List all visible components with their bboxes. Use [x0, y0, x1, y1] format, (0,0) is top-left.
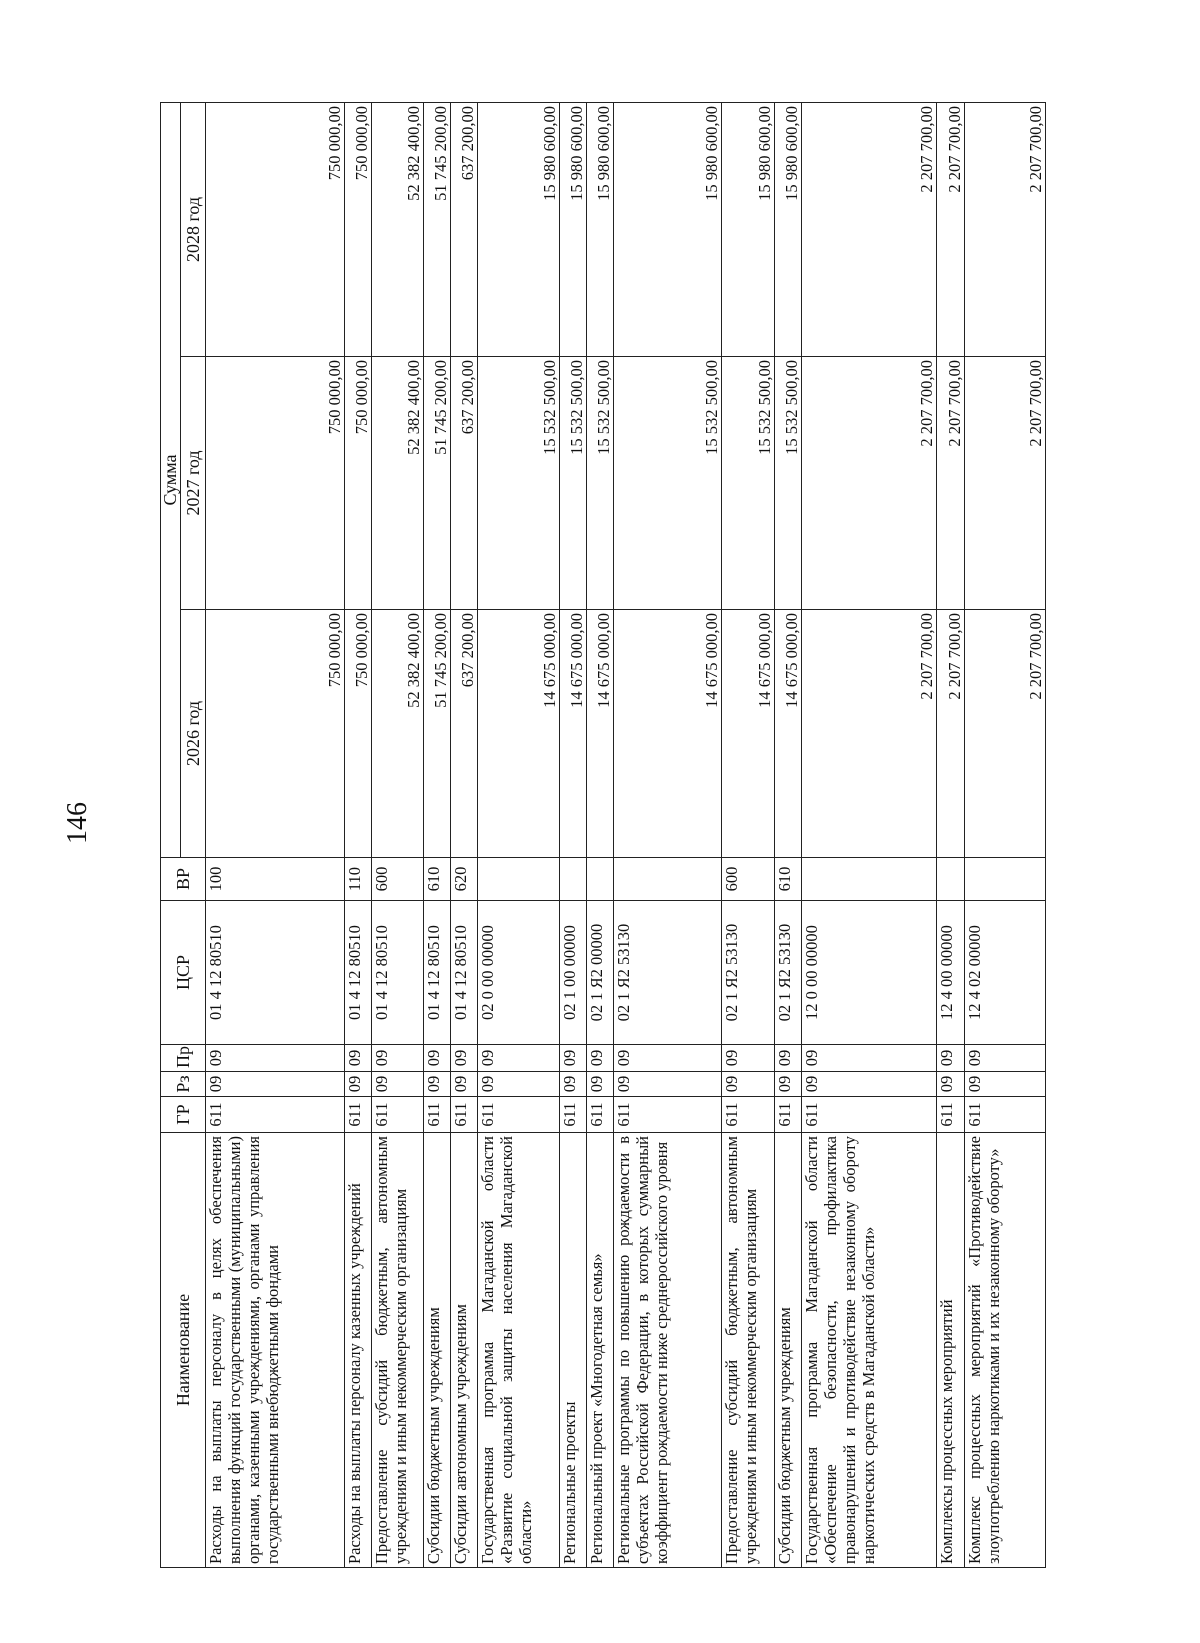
- row-gr: 611: [722, 1097, 774, 1133]
- row-sum-2028: 15 980 600,00: [559, 102, 586, 356]
- row-vr: 100: [206, 858, 345, 901]
- header-rz: Рз: [161, 1072, 206, 1097]
- row-vr: [964, 858, 1045, 901]
- row-csr: 12 0 00 00000: [801, 901, 937, 1045]
- row-csr: 01 4 12 80510: [344, 901, 371, 1045]
- row-rz: 09: [371, 1072, 423, 1097]
- header-name: Наименование: [161, 1133, 206, 1568]
- row-name: Комплекс процессных мероприятий «Противодействие злоупотреблению наркотиками и их незаконному обороту»: [964, 1133, 1045, 1568]
- row-pr: 09: [344, 1045, 371, 1072]
- row-gr: 611: [344, 1097, 371, 1133]
- row-pr: 09: [964, 1045, 1045, 1072]
- row-sum-2026: 14 675 000,00: [774, 610, 801, 858]
- table-row: [371, 102, 423, 1567]
- row-pr: 09: [722, 1045, 774, 1072]
- row-vr: 600: [722, 858, 774, 901]
- row-gr: 611: [774, 1097, 801, 1133]
- row-name: Государственная программа Магаданской области «Развитие социальной защиты населения Магаданской области»: [478, 1133, 559, 1568]
- row-sum-2028: 15 980 600,00: [478, 102, 559, 356]
- row-vr: [613, 858, 722, 901]
- row-sum-2027: 15 532 500,00: [559, 357, 586, 610]
- row-sum-2028: 2 207 700,00: [964, 102, 1045, 356]
- rotated-table-wrapper: [160, 103, 1046, 1568]
- row-sum-2026: 750 000,00: [344, 610, 371, 858]
- row-gr: 611: [937, 1097, 964, 1133]
- row-name: Региональный проект «Многодетная семья»: [586, 1133, 613, 1568]
- table-row: [586, 102, 613, 1567]
- row-pr: 09: [613, 1045, 722, 1072]
- row-csr: 02 1 Я2 53130: [722, 901, 774, 1045]
- row-sum-2028: 15 980 600,00: [613, 102, 722, 356]
- header-gr: ГР: [161, 1097, 206, 1133]
- header-2026: 2026 год: [181, 610, 206, 858]
- row-sum-2027: 637 200,00: [451, 357, 478, 610]
- row-gr: 611: [451, 1097, 478, 1133]
- row-rz: 09: [937, 1072, 964, 1097]
- row-sum-2027: 15 532 500,00: [586, 357, 613, 610]
- row-rz: 09: [774, 1072, 801, 1097]
- row-vr: [586, 858, 613, 901]
- row-name: Субсидии бюджетным учреждениям: [424, 1133, 451, 1568]
- row-rz: 09: [451, 1072, 478, 1097]
- row-name: Расходы на выплаты персоналу в целях обеспечения выполнения функций государственными (муниципальными) органами, казенными учреждениями, органами управления государственными внебюджетными фондами: [206, 1133, 345, 1568]
- row-sum-2027: 750 000,00: [344, 357, 371, 610]
- table-row: [801, 102, 937, 1567]
- budget-table: [160, 102, 1046, 1568]
- row-csr: 02 1 Я2 53130: [774, 901, 801, 1045]
- table-row: [478, 102, 559, 1567]
- row-sum-2026: 52 382 400,00: [371, 610, 423, 858]
- row-sum-2026: 14 675 000,00: [559, 610, 586, 858]
- row-vr: [559, 858, 586, 901]
- header-2028: 2028 год: [181, 102, 206, 356]
- table-row: [613, 102, 722, 1567]
- row-sum-2027: 15 532 500,00: [613, 357, 722, 610]
- row-vr: [801, 858, 937, 901]
- row-csr: 02 1 Я2 00000: [586, 901, 613, 1045]
- row-gr: 611: [371, 1097, 423, 1133]
- row-name: Субсидии бюджетным учреждениям: [774, 1133, 801, 1568]
- row-rz: 09: [559, 1072, 586, 1097]
- row-sum-2026: 2 207 700,00: [801, 610, 937, 858]
- row-name: Предоставление субсидий бюджетным, автономным учреждениям и иным некоммерческим организациям: [371, 1133, 423, 1568]
- row-sum-2027: 52 382 400,00: [371, 357, 423, 610]
- row-pr: 09: [424, 1045, 451, 1072]
- row-sum-2027: 2 207 700,00: [801, 357, 937, 610]
- row-sum-2028: 637 200,00: [451, 102, 478, 356]
- row-rz: 09: [206, 1072, 345, 1097]
- row-gr: 611: [964, 1097, 1045, 1133]
- row-sum-2026: 2 207 700,00: [937, 610, 964, 858]
- row-rz: 09: [478, 1072, 559, 1097]
- row-pr: 09: [206, 1045, 345, 1072]
- row-sum-2027: 750 000,00: [206, 357, 345, 610]
- row-csr: 01 4 12 80510: [371, 901, 423, 1045]
- row-rz: 09: [424, 1072, 451, 1097]
- row-gr: 611: [559, 1097, 586, 1133]
- row-vr: 620: [451, 858, 478, 901]
- row-sum-2027: 15 532 500,00: [478, 357, 559, 610]
- row-vr: 610: [774, 858, 801, 901]
- row-sum-2027: 2 207 700,00: [937, 357, 964, 610]
- row-gr: 611: [801, 1097, 937, 1133]
- table-header: [161, 102, 206, 1567]
- row-csr: 01 4 12 80510: [424, 901, 451, 1045]
- row-csr: 02 1 00 00000: [559, 901, 586, 1045]
- row-pr: 09: [774, 1045, 801, 1072]
- row-sum-2026: 14 675 000,00: [722, 610, 774, 858]
- row-sum-2026: 750 000,00: [206, 610, 345, 858]
- row-sum-2026: 637 200,00: [451, 610, 478, 858]
- row-gr: 611: [586, 1097, 613, 1133]
- row-sum-2026: 14 675 000,00: [586, 610, 613, 858]
- row-vr: [478, 858, 559, 901]
- row-name: Государственная программа Магаданской области «Обеспечение безопасности, профилактика правонарушений и противодействие незаконному обороту наркотических средств в Магаданской области»: [801, 1133, 937, 1568]
- row-rz: 09: [722, 1072, 774, 1097]
- row-sum-2026: 51 745 200,00: [424, 610, 451, 858]
- row-rz: 09: [613, 1072, 722, 1097]
- row-pr: 09: [478, 1045, 559, 1072]
- row-csr: 02 0 00 00000: [478, 901, 559, 1045]
- row-sum-2028: 15 980 600,00: [722, 102, 774, 356]
- table-row: [937, 102, 964, 1567]
- row-sum-2028: 750 000,00: [344, 102, 371, 356]
- table-row: [774, 102, 801, 1567]
- row-csr: 12 4 00 00000: [937, 901, 964, 1045]
- row-rz: 09: [801, 1072, 937, 1097]
- row-sum-2028: 2 207 700,00: [937, 102, 964, 356]
- table-row: [344, 102, 371, 1567]
- header-sum: Сумма: [161, 102, 181, 857]
- row-csr: 01 4 12 80510: [206, 901, 345, 1045]
- header-csr: ЦСР: [161, 901, 206, 1045]
- row-sum-2027: 15 532 500,00: [722, 357, 774, 610]
- table-row: [964, 102, 1045, 1567]
- row-vr: 110: [344, 858, 371, 901]
- table-row: [206, 102, 345, 1567]
- row-rz: 09: [344, 1072, 371, 1097]
- row-pr: 09: [801, 1045, 937, 1072]
- page-number: 146: [62, 802, 93, 844]
- row-pr: 09: [559, 1045, 586, 1072]
- row-csr: 12 4 02 00000: [964, 901, 1045, 1045]
- table-row: [451, 102, 478, 1567]
- row-pr: 09: [586, 1045, 613, 1072]
- row-sum-2028: 52 382 400,00: [371, 102, 423, 356]
- row-name: Предоставление субсидий бюджетным, автономным учреждениям и иным некоммерческим организациям: [722, 1133, 774, 1568]
- row-pr: 09: [937, 1045, 964, 1072]
- row-vr: [937, 858, 964, 901]
- row-sum-2028: 2 207 700,00: [801, 102, 937, 356]
- row-sum-2027: 2 207 700,00: [964, 357, 1045, 610]
- row-name: Региональные программы по повышению рождаемости в субъектах Российской Федерации, в которых суммарный коэффициент рождаемости ниже среднероссийского уровня: [613, 1133, 722, 1568]
- row-sum-2028: 15 980 600,00: [586, 102, 613, 356]
- row-sum-2026: 14 675 000,00: [478, 610, 559, 858]
- row-pr: 09: [371, 1045, 423, 1072]
- row-sum-2028: 15 980 600,00: [774, 102, 801, 356]
- row-gr: 611: [424, 1097, 451, 1133]
- row-sum-2027: 51 745 200,00: [424, 357, 451, 610]
- header-pr: Пр: [161, 1045, 206, 1072]
- row-vr: 600: [371, 858, 423, 901]
- row-rz: 09: [964, 1072, 1045, 1097]
- row-sum-2026: 14 675 000,00: [613, 610, 722, 858]
- row-gr: 611: [613, 1097, 722, 1133]
- row-pr: 09: [451, 1045, 478, 1072]
- row-sum-2028: 51 745 200,00: [424, 102, 451, 356]
- row-sum-2028: 750 000,00: [206, 102, 345, 356]
- table-row: [424, 102, 451, 1567]
- table-body: [206, 102, 1046, 1567]
- header-2027: 2027 год: [181, 357, 206, 610]
- row-name: Расходы на выплаты персоналу казенных учреждений: [344, 1133, 371, 1568]
- row-gr: 611: [206, 1097, 345, 1133]
- row-vr: 610: [424, 858, 451, 901]
- row-name: Субсидии автономным учреждениям: [451, 1133, 478, 1568]
- table-row: [722, 102, 774, 1567]
- table-row: [559, 102, 586, 1567]
- row-rz: 09: [586, 1072, 613, 1097]
- row-sum-2026: 2 207 700,00: [964, 610, 1045, 858]
- row-gr: 611: [478, 1097, 559, 1133]
- header-vr: ВР: [161, 858, 206, 901]
- row-name: Региональные проекты: [559, 1133, 586, 1568]
- row-name: Комплексы процессных мероприятий: [937, 1133, 964, 1568]
- row-sum-2027: 15 532 500,00: [774, 357, 801, 610]
- row-csr: 02 1 Я2 53130: [613, 901, 722, 1045]
- row-csr: 01 4 12 80510: [451, 901, 478, 1045]
